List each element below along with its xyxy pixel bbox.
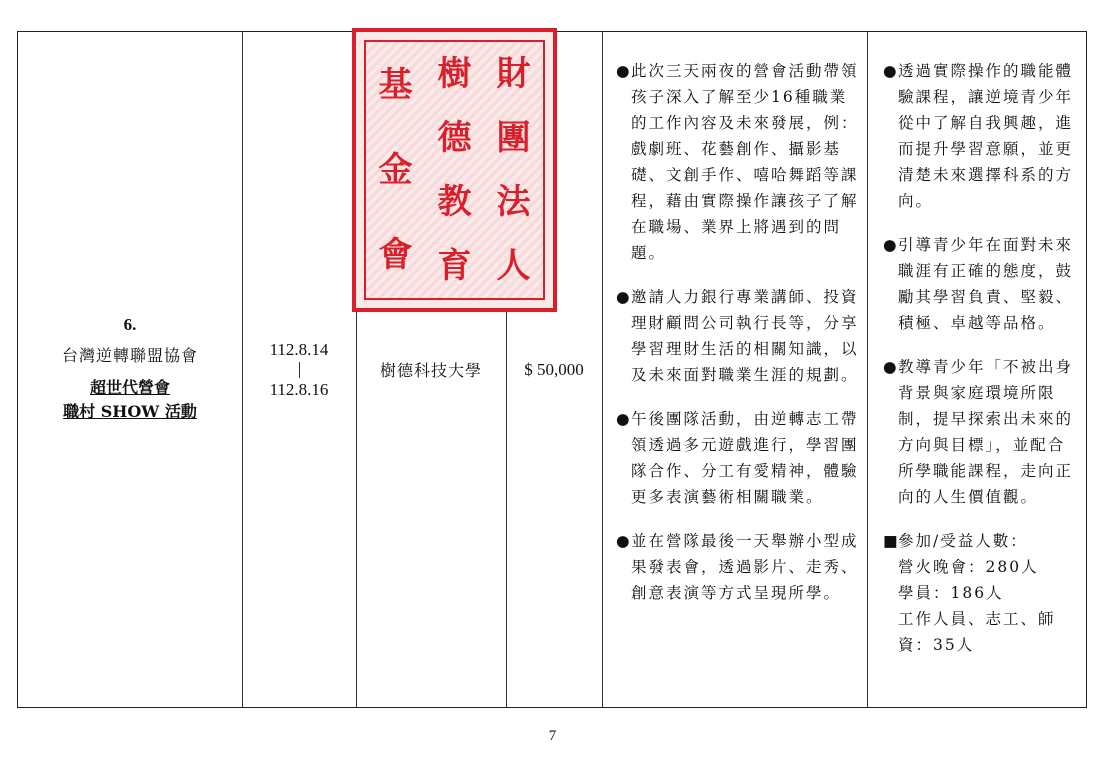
activity-title-line1: 超世代營會	[89, 378, 170, 397]
content-text: 邀請人力銀行專業講師、投資理財顧問公司執行長等，分享學習理財生活的相關知識，以及未來面對職業生涯的規劃。	[631, 288, 859, 384]
content-cell	[602, 32, 867, 707]
effect-item	[883, 58, 1080, 214]
square-bullet-icon: ■	[883, 532, 900, 550]
seal-column	[425, 42, 484, 298]
bullet-icon: ●	[883, 358, 899, 376]
bullet-icon: ●	[883, 236, 899, 254]
content-text: 並在營隊最後一天舉辦小型成果發表會，透過影片、走秀、創意表演等方式呈現所學。	[631, 532, 859, 602]
seal-glyph: 金	[378, 149, 413, 190]
effect-text: 引導青少年在面對未來職涯有正確的態度，鼓勵其學習負責、堅毅、積極、卓越等品格。	[898, 236, 1074, 332]
participants-line: 營火晚會：280人	[898, 558, 1039, 576]
effect-text: 教導青少年「不被出身背景與家庭環境所限制，提早探索出未來的方向與目標」，並配合所學職能課程，走向正向的人生價值觀。	[898, 358, 1074, 506]
effects-cell	[867, 32, 1088, 707]
partner-name: 樹德科技大學	[379, 361, 482, 380]
page-number: 7	[548, 728, 557, 744]
content-item	[616, 528, 861, 606]
activity-cell	[18, 32, 242, 707]
seal-glyph: 會	[378, 235, 413, 276]
content-item	[616, 284, 861, 388]
seal-stamp	[352, 28, 557, 312]
content-item	[616, 58, 861, 266]
bullet-icon: ●	[616, 410, 632, 428]
seal-glyph: 教	[437, 182, 472, 222]
seal-glyph: 樹	[437, 54, 472, 94]
seal-glyph: 財	[496, 54, 531, 94]
date-end: 112.8.16	[269, 379, 329, 399]
content-item	[616, 406, 861, 510]
seal-glyph: 育	[437, 246, 472, 286]
effect-item	[883, 232, 1080, 336]
bullet-icon: ●	[616, 62, 632, 80]
participants-heading: 參加/受益人數：	[898, 532, 1028, 550]
bullet-icon: ●	[616, 288, 632, 306]
date-start: 112.8.14	[269, 339, 329, 359]
date-range-separator	[299, 362, 300, 378]
entry-number: 6.	[123, 315, 137, 334]
seal-glyph: 法	[496, 182, 531, 222]
content-text: 午後團隊活動，由逆轉志工帶領透過多元遊戲進行，學習團隊合作、分工有愛精神，體驗更多表演藝術相關職業。	[631, 410, 859, 506]
amount-value: $ 50,000	[524, 359, 584, 379]
effect-text: 透過實際操作的職能體驗課程，讓逆境青少年從中了解自我興趣，進而提升學習意願，並更清楚未來選擇科系的方向。	[898, 62, 1074, 210]
seal-column	[366, 42, 425, 298]
seal-column	[484, 42, 543, 298]
activity-title-line2: 職村 SHOW 活動	[63, 402, 197, 421]
seal-stamp-inner	[364, 40, 545, 300]
participants-heading-item	[883, 528, 1080, 554]
participants-line: 工作人員、志工、師資：35人	[898, 610, 1056, 654]
bullet-icon: ●	[616, 532, 632, 550]
effect-item	[883, 354, 1080, 510]
content-text: 此次三天兩夜的營會活動帶領孩子深入了解至少16種職業的工作內容及未來發展，例：戲劇班、花藝創作、攝影基礎、文創手作、嘻哈舞蹈等課程，藉由實際操作讓孩子了解在職場、業界上將遇到的問題。	[631, 62, 859, 262]
bullet-icon: ●	[883, 62, 899, 80]
organization-name: 台灣逆轉聯盟協會	[61, 346, 198, 365]
participants-line: 學員：186人	[898, 584, 1004, 602]
seal-glyph: 人	[496, 246, 531, 286]
seal-glyph: 基	[378, 64, 413, 105]
seal-glyph: 德	[437, 118, 472, 158]
seal-glyph: 團	[496, 118, 531, 158]
date-cell	[242, 32, 356, 707]
